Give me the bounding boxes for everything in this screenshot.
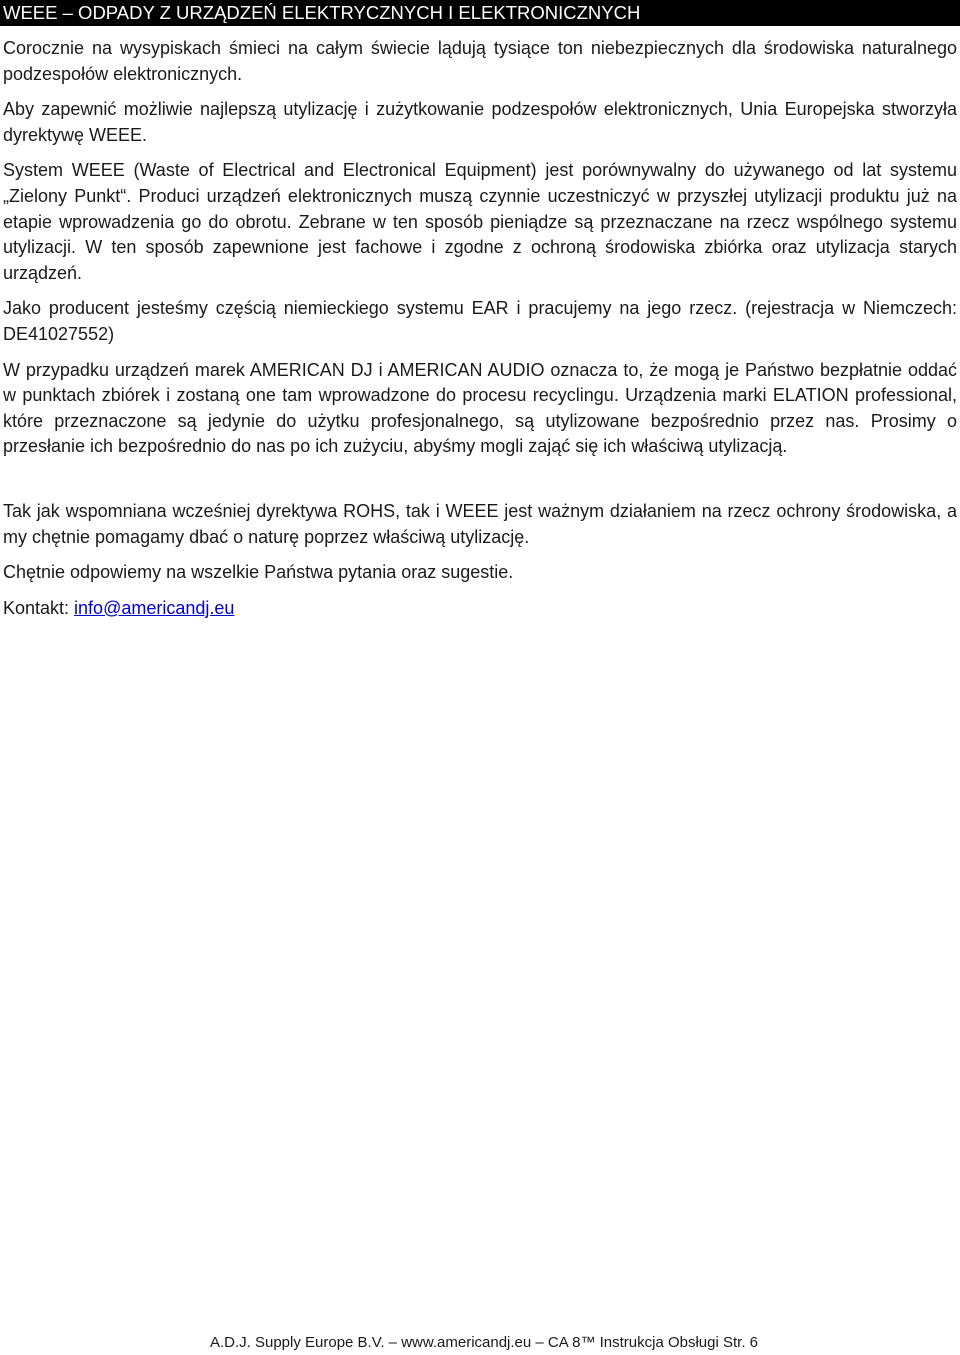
paragraph-questions: Chętnie odpowiemy na wszelkie Państwa pytania oraz sugestie. — [3, 562, 514, 583]
section-title: WEEE – ODPADY Z URZĄDZEŃ ELEKTRYCZNYCH I ELEKTRONICZNYCH — [0, 0, 960, 26]
body-text — [3, 36, 957, 630]
footer-text: A.D.J. Supply Europe B.V. – www.americandj.eu – CA 8™ Instrukcja Obsługi Str. 6 — [209, 1334, 759, 1351]
paragraph-weee-system: System WEEE (Waste of Electrical and Electronical Equipment) jest porównywalny do używanego od lat systemu „Zielony Punkt“. Produci urządzeń elektronicznych muszą czynnie uczestniczyć w przyszłej utylizacji produktu już na etapie wprowadzenia go do obrotu. Zebrane w ten sposób pieniądze są przeznaczane na rzecz wspólnego systemu utylizacji. W ten sposób zapewnione jest fachowe i zgodne z ochroną środowiska zbiórka oraz utylizacja starych urządzeń. — [3, 160, 957, 283]
contact-email-link[interactable]: info@americandj.eu — [74, 597, 235, 618]
contact-line — [3, 596, 957, 622]
contact-label: Kontakt: — [3, 597, 75, 618]
paragraph-brands: W przypadku urządzeń marek AMERICAN DJ i AMERICAN AUDIO oznacza to, że mogą je Państwo bezpłatnie oddać w punktach zbiórek i zostaną one tam wprowadzone do procesu recyclingu. Urządzenia marki ELATION professional, które przeznaczone są jedynie do użytku profesjonalnego, są utylizowane bezpośrednio przez nas. Prosimy o przesłanie ich bezpośrednio do nas po ich zużyciu, abyśmy mogli zająć się ich właściwą utylizacją. — [3, 359, 957, 457]
paragraph-eu-directive: Aby zapewnić możliwie najlepszą utylizację i zużytkowanie podzespołów elektronicznych, Unia Europejska stworzyła dyrektywę WEEE. — [3, 99, 957, 145]
paragraph-ear-registration: Jako producent jesteśmy częścią niemieckiego systemu EAR i pracujemy na jego rzecz. (rejestracja w Niemczech: DE41027552) — [3, 298, 957, 344]
paragraph-landfill: Corocznie na wysypiskach śmieci na całym świecie lądują tysiące ton niebezpiecznych dla środowiska naturalnego podzespołów elektronicznych. — [3, 38, 957, 84]
paragraph-rohs: Tak jak wspomniana wcześniej dyrektywa ROHS, tak i WEEE jest ważnym działaniem na rzecz ochrony środowiska, a my chętnie pomagamy dbać o naturę poprzez właściwą utylizację. — [3, 500, 957, 547]
page-footer — [0, 1333, 960, 1353]
